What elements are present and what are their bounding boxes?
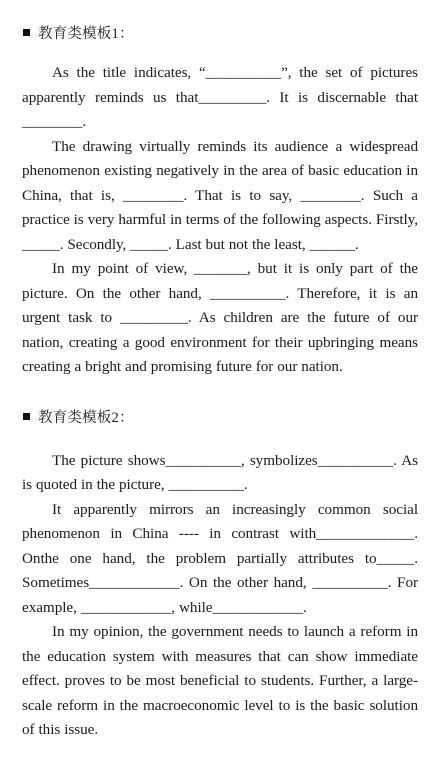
template-1-heading bbox=[22, 21, 418, 43]
template-2-heading bbox=[22, 406, 418, 428]
template-1-paragraph-3: In my point of view, _______, but it is only part of the picture. On the other hand, __________. Therefore, it is an urgent task to _________. As children are the future of our nation, creating a good environment for their upbringing means creating a bright and promising future for our nation. bbox=[22, 260, 418, 375]
template-2-heading-text: 教育类模板2： bbox=[38, 410, 134, 426]
template-2-paragraph-3: In my opinion, the government needs to launch a reform in the education system with measures that can show immediate effect. proves to be most beneficial to students. Further, a large-scale reform in the macroeconomic level to is the basic solution of this issue. bbox=[22, 623, 418, 738]
template-1-section bbox=[22, 61, 418, 380]
template-2-paragraph-2: It apparently mirrors an increasingly common social phenomenon in China ---- in contrast with_____________. Onthe one hand, the problem partially attributes to_____. Sometimes____________. On the other hand, __________. For example, ____________, while____________. bbox=[22, 500, 418, 616]
template-1-paragraph-1: As the title indicates, “__________”, the set of pictures apparently reminds us that_________. It is discernable that ________. bbox=[22, 64, 418, 130]
square-bullet-icon bbox=[23, 413, 30, 420]
square-bullet-icon bbox=[23, 29, 30, 36]
template-1-paragraph-2: The drawing virtually reminds its audience a widespread phenomenon existing negatively in the area of basic education in China, that is, ________. That is to say, ________. Such a practice is very harmful in terms of the following aspects. Firstly, _____. Secondly, _____. Last but not the least, ______. bbox=[22, 137, 418, 253]
template-1-heading-text: 教育类模板1： bbox=[38, 25, 134, 42]
template-2-section bbox=[22, 449, 418, 743]
template-2-paragraph-1: The picture shows__________, symbolizes__________. As is quoted in the picture, __________. bbox=[22, 451, 418, 493]
document-body bbox=[22, 0, 418, 743]
